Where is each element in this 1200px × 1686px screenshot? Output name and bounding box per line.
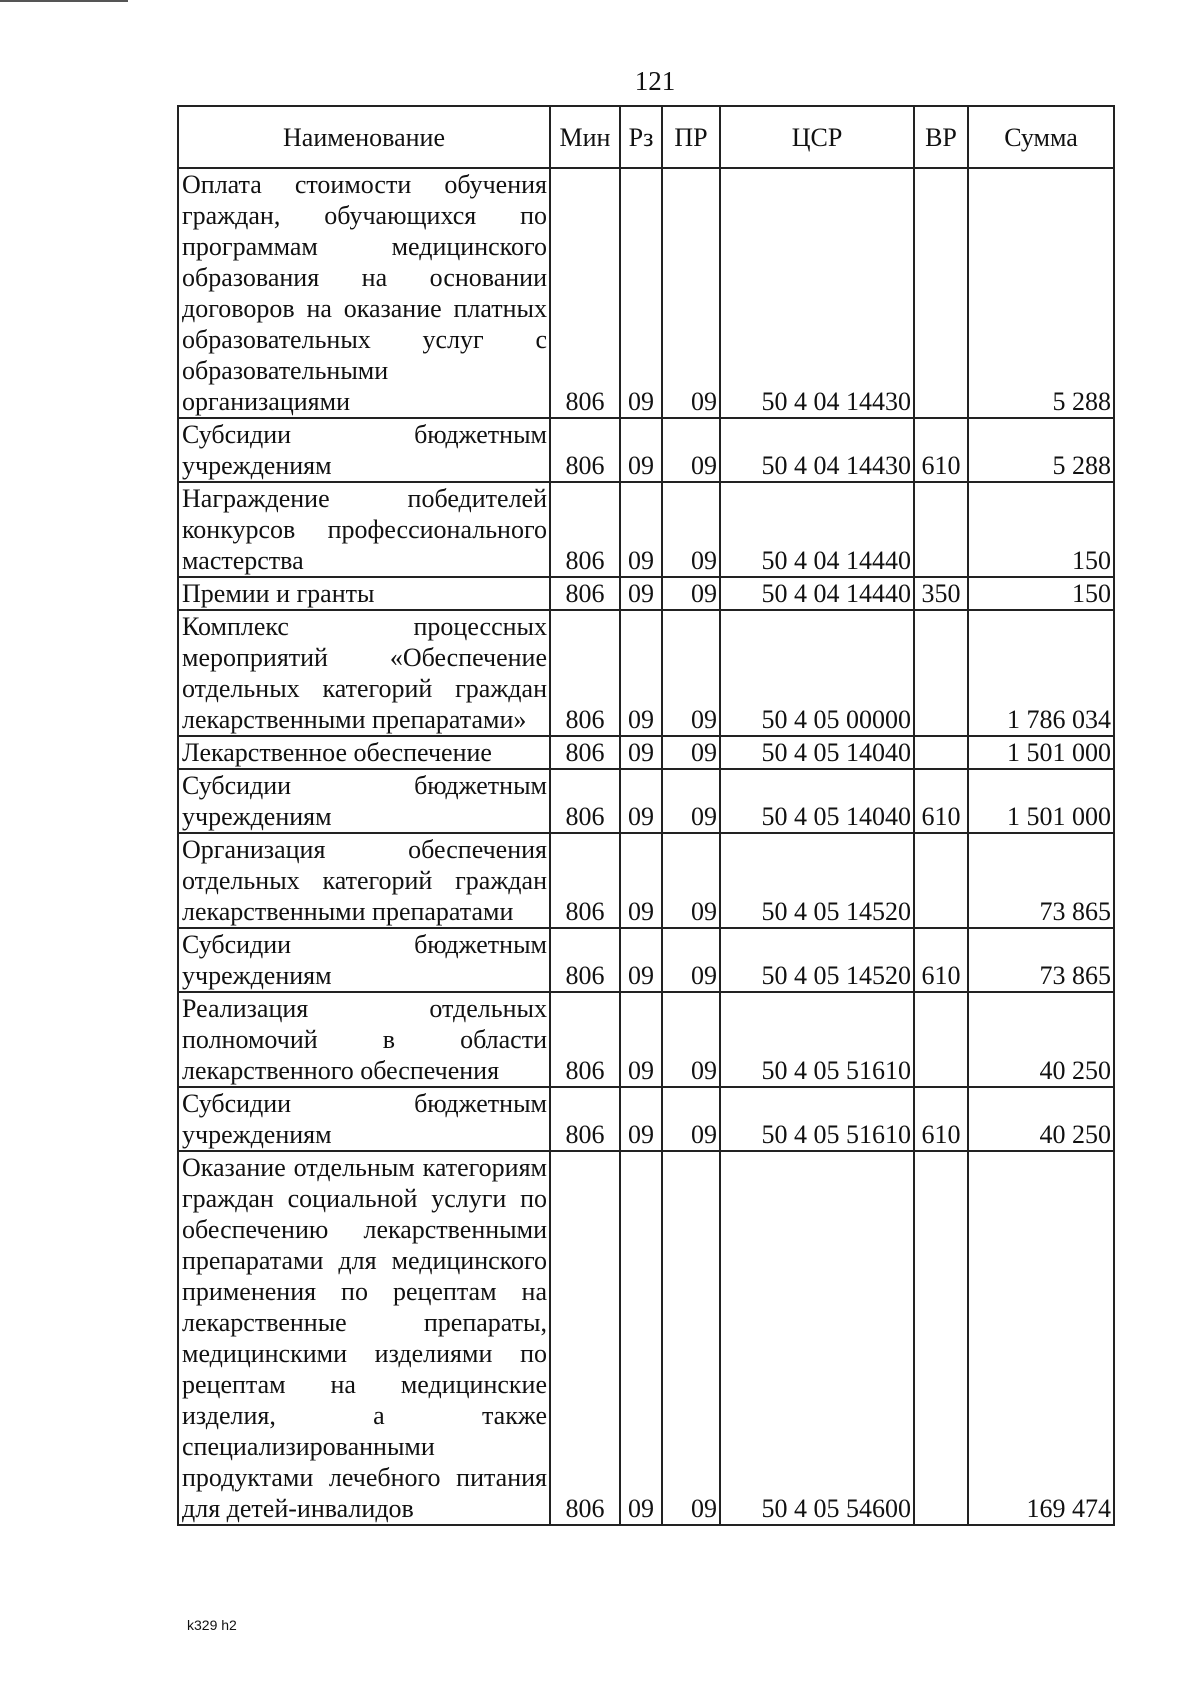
row-csr: 50 4 05 14040 [720,769,914,833]
row-pr: 09 [662,482,720,577]
row-csr: 50 4 05 51610 [720,992,914,1087]
row-vr [914,1151,968,1525]
row-csr: 50 4 04 14430 [720,418,914,482]
row-sum: 73 865 [968,928,1114,992]
row-sum: 1 786 034 [968,610,1114,736]
row-pr: 09 [662,928,720,992]
table-row [178,577,1114,610]
table-row [178,418,1114,482]
row-min: 806 [550,736,620,769]
header-row [178,106,1114,168]
row-min: 806 [550,1151,620,1525]
row-vr [914,482,968,577]
table-row [178,928,1114,992]
row-name: Лекарственное обеспечение [178,736,550,769]
row-min: 806 [550,769,620,833]
row-vr [914,992,968,1087]
row-min: 806 [550,577,620,610]
row-name: Оплата стоимости обучения граждан, обучающихся по программам медицинского образования на основании договоров на оказание платных образовательных услуг с образовательными организациями [178,168,550,418]
row-min: 806 [550,1087,620,1151]
row-rz: 09 [620,482,662,577]
row-pr: 09 [662,168,720,418]
budget-table [177,105,1115,1526]
row-name: Субсидии бюджетным учреждениям [178,418,550,482]
row-csr: 50 4 05 54600 [720,1151,914,1525]
row-name: Реализация отдельных полномочий в области лекарственного обеспечения [178,992,550,1087]
row-pr: 09 [662,1087,720,1151]
row-name: Субсидии бюджетным учреждениям [178,928,550,992]
row-vr: 610 [914,1087,968,1151]
table-row [178,610,1114,736]
table-row [178,1087,1114,1151]
row-csr: 50 4 05 51610 [720,1087,914,1151]
row-min: 806 [550,168,620,418]
row-sum: 169 474 [968,1151,1114,1525]
row-vr: 610 [914,928,968,992]
row-sum: 1 501 000 [968,769,1114,833]
row-sum: 150 [968,577,1114,610]
row-csr: 50 4 05 14520 [720,833,914,928]
column-header-csr: ЦСР [720,106,914,168]
row-pr: 09 [662,418,720,482]
top-rule [0,0,128,2]
row-csr: 50 4 04 14430 [720,168,914,418]
column-header-vr: ВР [914,106,968,168]
row-sum: 5 288 [968,168,1114,418]
row-min: 806 [550,992,620,1087]
row-vr [914,736,968,769]
row-rz: 09 [620,1087,662,1151]
row-rz: 09 [620,769,662,833]
row-rz: 09 [620,168,662,418]
row-csr: 50 4 04 14440 [720,482,914,577]
row-name: Субсидии бюджетным учреждениям [178,769,550,833]
table-header [178,106,1114,168]
table-row [178,833,1114,928]
column-header-min: Мин [550,106,620,168]
row-pr: 09 [662,1151,720,1525]
table-row [178,168,1114,418]
row-min: 806 [550,418,620,482]
row-csr: 50 4 05 14040 [720,736,914,769]
row-name: Субсидии бюджетным учреждениям [178,1087,550,1151]
row-pr: 09 [662,610,720,736]
row-vr: 610 [914,418,968,482]
column-header-name: Наименование [178,106,550,168]
row-rz: 09 [620,610,662,736]
row-pr: 09 [662,577,720,610]
row-sum: 40 250 [968,992,1114,1087]
row-vr [914,833,968,928]
row-csr: 50 4 04 14440 [720,577,914,610]
table-body [178,168,1114,1525]
table-row [178,482,1114,577]
row-pr: 09 [662,736,720,769]
row-rz: 09 [620,833,662,928]
column-header-sum: Сумма [968,106,1114,168]
row-min: 806 [550,928,620,992]
row-rz: 09 [620,736,662,769]
row-sum: 73 865 [968,833,1114,928]
row-sum: 5 288 [968,418,1114,482]
page-number: 121 [634,66,676,96]
column-header-pr: ПР [662,106,720,168]
table-row [178,769,1114,833]
row-rz: 09 [620,418,662,482]
row-min: 806 [550,482,620,577]
row-rz: 09 [620,1151,662,1525]
row-pr: 09 [662,992,720,1087]
row-sum: 40 250 [968,1087,1114,1151]
row-name: Премии и гранты [178,577,550,610]
row-name: Награждение победителей конкурсов профессионального мастерства [178,482,550,577]
table-row [178,1151,1114,1525]
row-rz: 09 [620,928,662,992]
row-pr: 09 [662,833,720,928]
footer-code: k329 h2 [187,1617,237,1633]
row-csr: 50 4 05 00000 [720,610,914,736]
row-name: Организация обеспечения отдельных категорий граждан лекарственными препаратами [178,833,550,928]
row-min: 806 [550,833,620,928]
table-row [178,736,1114,769]
column-header-rz: Рз [620,106,662,168]
row-rz: 09 [620,992,662,1087]
row-vr [914,610,968,736]
row-vr: 350 [914,577,968,610]
row-name: Комплекс процессных мероприятий «Обеспечение отдельных категорий граждан лекарственными препаратами» [178,610,550,736]
row-vr [914,168,968,418]
table-row [178,992,1114,1087]
row-rz: 09 [620,577,662,610]
row-vr: 610 [914,769,968,833]
row-csr: 50 4 05 14520 [720,928,914,992]
row-name: Оказание отдельным категориям граждан социальной услуги по обеспечению лекарственными препаратами для медицинского применения по рецептам на лекарственные препараты, медицинскими изделиями по рецептам на медицинские изделия, а также специализированными продуктами лечебного питания для детей-инвалидов [178,1151,550,1525]
row-sum: 1 501 000 [968,736,1114,769]
row-pr: 09 [662,769,720,833]
row-sum: 150 [968,482,1114,577]
row-min: 806 [550,610,620,736]
